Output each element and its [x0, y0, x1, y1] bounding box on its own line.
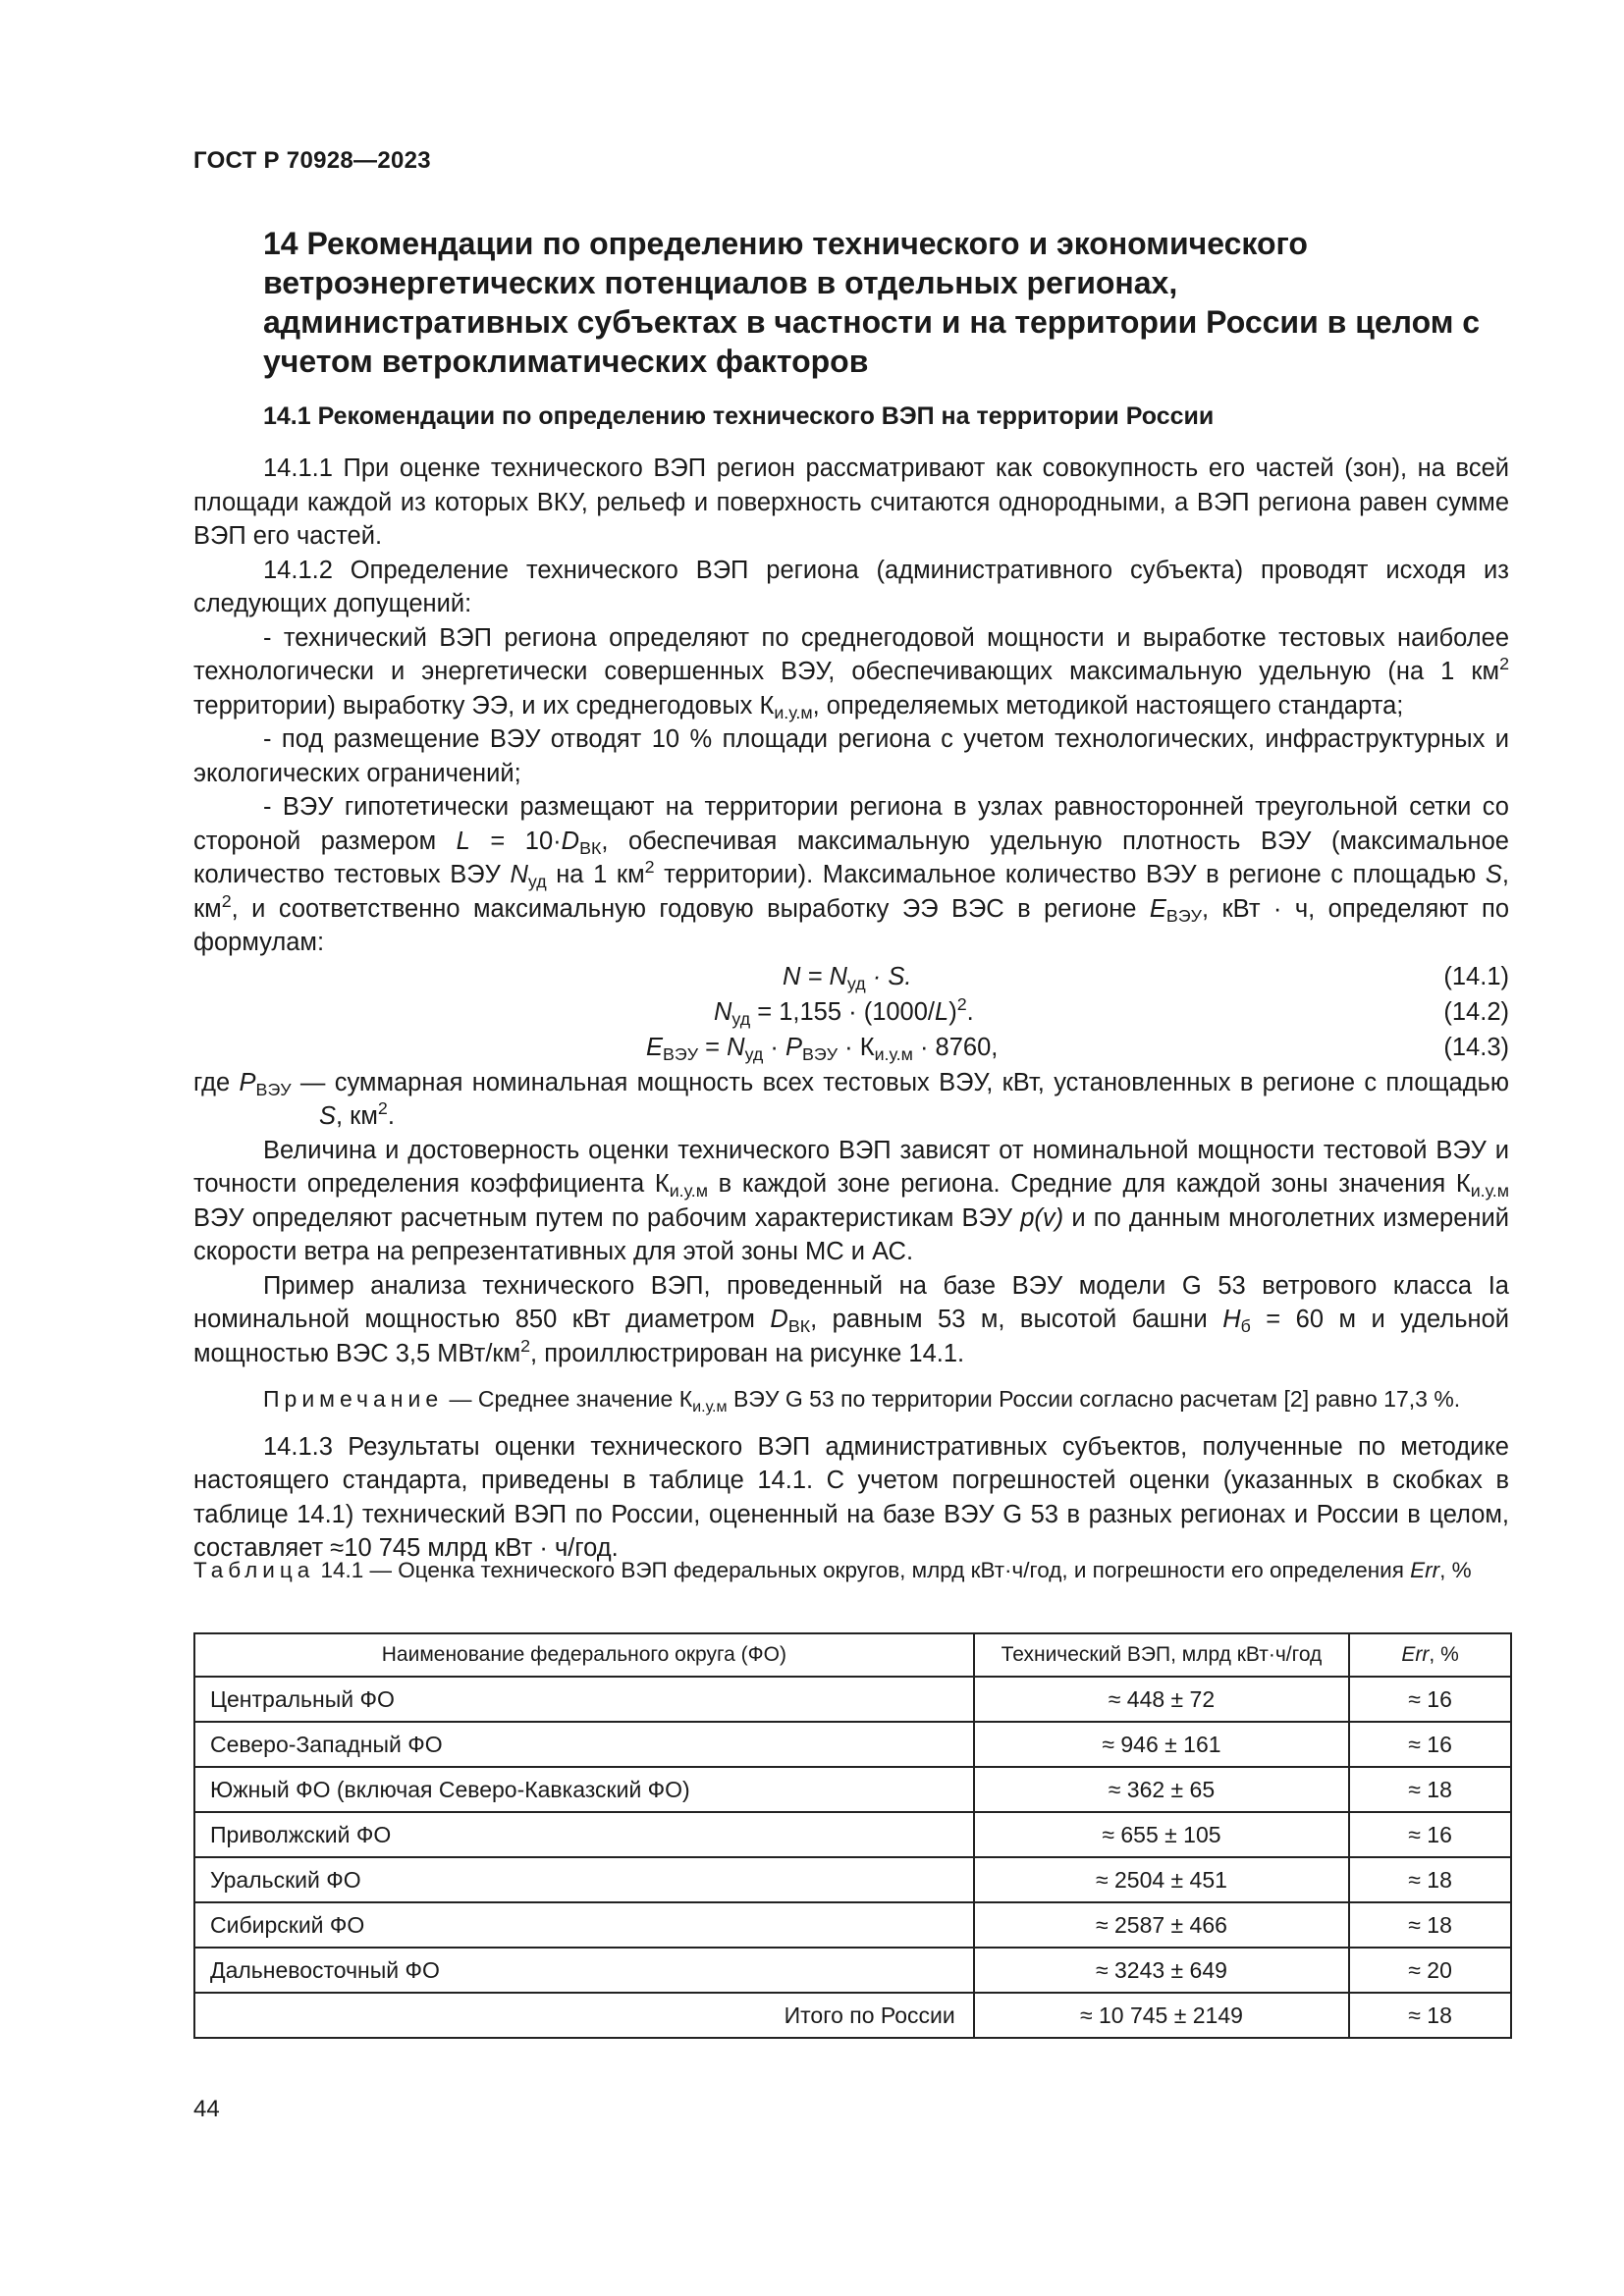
table-row: Сибирский ФО ≈ 2587 ± 466 ≈ 18	[194, 1902, 1511, 1948]
formula-14-1: $N = N_{уд} \cdot S$. (14.1)	[193, 960, 1509, 995]
bullet-item: - ВЭУ гипотетически размещают на территории региона в узлах равносторонней треугольной сетки со стороной размером $L = 10\cdot D_{ВК}$, обеспечивая максимальную удельную плотность ВЭУ (максимальное количество тестовых ВЭУ $N_{уд}$ на 1 $км^2$ территории). Максимальное количество ВЭУ в регионе с площадью S, $км^2$, и соответственно максимальную годовую выработку ЭЭ ВЭС в регионе $E_{ВЭУ}$, кВт · ч, определяют по формулам:	[193, 793, 1510, 956]
table-row: Дальневосточный ФО ≈ 3243 ± 649 ≈ 20	[194, 1948, 1511, 1993]
formula-14-3: $E_{ВЭУ} = N_{уд} \cdot P_{ВЭУ} \cdot К_{и.у.м} \cdot 8760$, (14.3)	[193, 1031, 1509, 1066]
note: Примечание — Среднее значение $К_{и.у.м}$ ВЭУ G 53 по территории России согласно расчетам [2] равно 17,3 %.	[263, 1386, 1461, 1415]
formula-number: (14.1)	[1443, 962, 1509, 990]
column-header: Технический ВЭП, млрд кВт·ч/год	[974, 1633, 1349, 1677]
page-number: 44	[193, 2096, 220, 2122]
paragraph: 14.1.3 Результаты оценки технического ВЭП административных субъектов, полученные по методике настоящего стандарта, приведены в таблице 14.1. С учетом погрешностей оценки (указанных в скобках в таблице 14.1) технический ВЭП по России, оцененный на базе ВЭУ G 53 в разных регионах и России в целом, составляет ≈10 745 млрд кВт · ч/год.	[193, 1432, 1509, 1562]
paragraph: 14.1.2 Определение технического ВЭП региона (административного субъекта) проводят исходя из следующих допущений:	[193, 556, 1509, 617]
table-total-row: Итого по России ≈ 10 745 ± 2149 ≈ 18	[194, 1993, 1511, 2038]
paragraph: 14.1.1 При оценке технического ВЭП регион рассматривают как совокупность его частей (зон), на всей площади каждой из которых ВКУ, рельеф и поверхность считаются однородными, а ВЭП региона равен сумме ВЭП его частей.	[193, 454, 1509, 550]
table-header-row	[194, 1633, 1511, 1677]
table-row: Северо-Западный ФО ≈ 946 ± 161 ≈ 16	[194, 1722, 1511, 1767]
bullet-item: - технический ВЭП региона определяют по среднегодовой мощности и выработке тестовых наиболее технологически и энергетически совершенных ВЭУ, обеспечивающих максимальную удельную (на 1 $км^2$ территории) выработку ЭЭ, и их среднегодовых $К_{и.у.м}$, определяемых методикой настоящего стандарта;	[193, 623, 1509, 722]
formula-number: (14.2)	[1443, 997, 1509, 1026]
data-table	[193, 1632, 1512, 2039]
table-caption: Таблица 14.1 — Оценка технического ВЭП федеральных округов, млрд кВт·ч/год, и погрешности его определения Err, %	[193, 1558, 1472, 1582]
table-row: Приволжский ФО ≈ 655 ± 105 ≈ 16	[194, 1812, 1511, 1857]
standard-header: ГОСТ Р 70928—2023	[193, 147, 431, 174]
column-header: Наименование федерального округа (ФО)	[194, 1633, 974, 1677]
formula-number: (14.3)	[1443, 1033, 1509, 1061]
body-text	[193, 452, 1509, 1566]
bullet-item: - под размещение ВЭУ отводят 10 % площади региона с учетом технологических, инфраструктурных и экологических ограничений;	[193, 725, 1509, 787]
table-row: Центральный ФО ≈ 448 ± 72 ≈ 16	[194, 1677, 1511, 1722]
formula-14-2: $N_{уд} = 1,155 \cdot (1000/L)^2$. (14.2)	[714, 993, 1509, 1029]
paragraph: Величина и достоверность оценки технического ВЭП зависят от номинальной мощности тестовой ВЭУ и точности определения коэффициента $К_{и.у.м}$ в каждой зоне региона. Средние для каждой зоны значения $К_{и.у.м}$ ВЭУ определяют расчетным путем по рабочим характеристикам ВЭУ p(v) и по данным многолетних измерений скорости ветра на репрезентативных для этой зоны МС и АС.	[193, 1136, 1509, 1265]
table-row: Уральский ФО ≈ 2504 ± 451 ≈ 18	[194, 1857, 1511, 1902]
paragraph: Пример анализа технического ВЭП, проведенный на базе ВЭУ модели G 53 ветрового класса Ia номинальной мощностью 850 кВт диаметром $D_{ВК}$, равным 53 м, высотой башни $H_б = 60$ м и удельной мощностью ВЭС 3,5 МВт/$км^2$, проиллюстрирован на рисунке 14.1.	[193, 1271, 1509, 1367]
section-title: 14 Рекомендации по определению технического и экономического ветроэнергетических потенциалов в отдельных регионах, административных субъектах в частности и на территории России в целом с учетом ветроклиматических факторов	[263, 226, 1481, 379]
subsection-title: 14.1 Рекомендации по определению технического ВЭП на территории России	[263, 402, 1215, 430]
table-row: Южный ФО (включая Северо-Кавказский ФО) ≈ 362 ± 65 ≈ 18	[194, 1767, 1511, 1812]
where-clause: где $P_{ВЭУ}$ — суммарная номинальная мощность всех тестовых ВЭУ, кВт, установленных в регионе с площадью S, $км^2$.	[193, 1068, 1509, 1130]
column-header: Err, %	[1349, 1633, 1511, 1677]
